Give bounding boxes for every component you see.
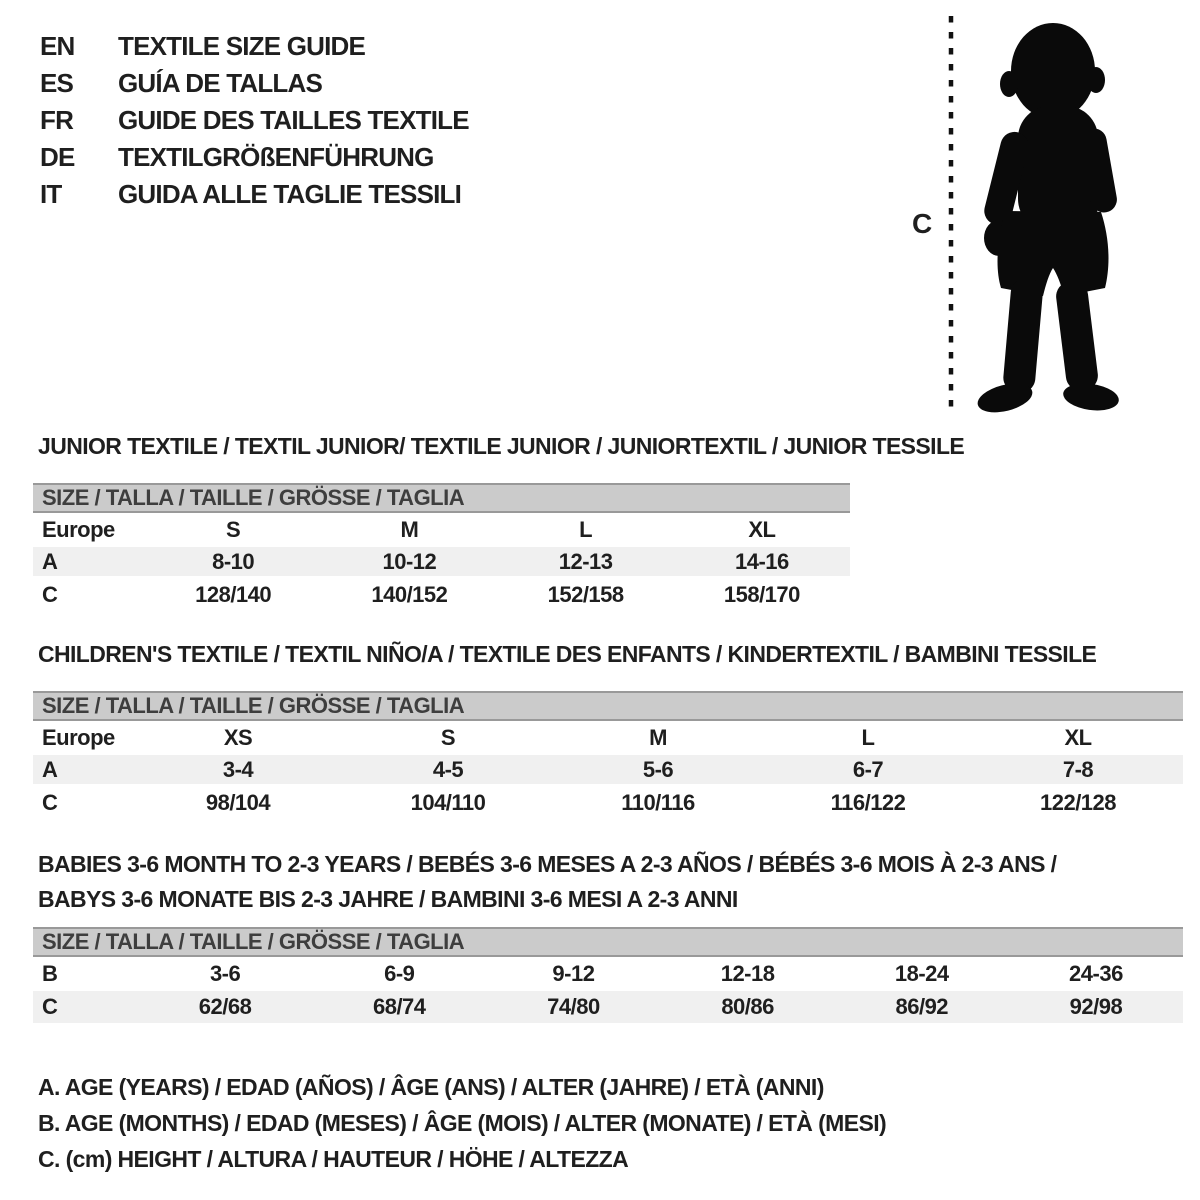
height-cell: 86/92 [895, 994, 949, 1019]
height-figure [900, 8, 1155, 423]
lang-row-it [40, 176, 469, 213]
size-cell: S [226, 517, 241, 542]
height-cell: 122/128 [1039, 790, 1117, 815]
age-cell: 14-16 [734, 548, 789, 574]
size-cell: XS [223, 725, 253, 750]
junior-size-table [33, 483, 850, 614]
height-cell: 74/80 [547, 994, 600, 1019]
legend-line-c: C. (cm) HEIGHT / ALTURA / HAUTEUR / HÖHE / ALTEZZA [38, 1145, 629, 1172]
size-header-bar: SIZE / TALLA / TAILLE / GRÖSSE / TAGLIA [33, 691, 1183, 721]
lang-title: TEXTILE SIZE GUIDE [118, 31, 366, 61]
size-cell: M [649, 725, 667, 750]
lang-code: IT [40, 179, 62, 209]
age-cell: 7-8 [1062, 756, 1094, 782]
table-row [33, 721, 1183, 755]
legend-line-a: A. AGE (YEARS) / EDAD (AÑOS) / ÂGE (ANS) / ALTER (JAHRE) / ETÀ (ANNI) [38, 1073, 824, 1100]
legend-line-b: B. AGE (MONTHS) / EDAD (MESES) / ÂGE (MOIS) / ALTER (MONATE) / ETÀ (MESI) [38, 1109, 887, 1136]
legend [38, 1069, 886, 1177]
months-cell: 24-36 [1069, 961, 1123, 986]
children-size-table [33, 691, 1183, 822]
measure-label-c: C [912, 208, 933, 239]
table-row [33, 991, 1183, 1023]
row-label: C [42, 994, 58, 1019]
age-cell: 8-10 [212, 548, 255, 574]
lang-title: GUIDE DES TAILLES TEXTILE [118, 105, 469, 135]
toddler-silhouette-icon [900, 8, 1155, 423]
height-cell: 116/122 [830, 790, 906, 815]
size-cell: XL [748, 517, 776, 542]
lang-title: TEXTILGRÖßENFÜHRUNG [118, 142, 434, 172]
table-row [33, 755, 1183, 784]
size-header-bar: SIZE / TALLA / TAILLE / GRÖSSE / TAGLIA [33, 483, 850, 513]
size-header-bar: SIZE / TALLA / TAILLE / GRÖSSE / TAGLIA [33, 927, 1183, 957]
babies-title-line1: BABIES 3-6 MONTH TO 2-3 YEARS / BEBÉS 3-6 MESES A 2-3 AÑOS / BÉBÉS 3-6 MOIS À 2-3 ANS / [38, 851, 1057, 877]
size-cell: S [440, 725, 456, 750]
babies-section-title [38, 847, 1056, 917]
height-cell: 158/170 [723, 582, 800, 607]
height-cell: 104/110 [410, 790, 486, 815]
lang-code: EN [40, 31, 75, 61]
lang-code: DE [40, 142, 75, 172]
months-cell: 9-12 [552, 961, 595, 986]
size-cell: L [861, 725, 875, 750]
row-label: C [42, 790, 58, 815]
junior-section-title: JUNIOR TEXTILE / TEXTIL JUNIOR/ TEXTILE JUNIOR / JUNIORTEXTIL / JUNIOR TESSILE [38, 433, 965, 459]
height-cell: 92/98 [1069, 994, 1123, 1019]
lang-title: GUÍA DE TALLAS [118, 68, 323, 98]
lang-code: FR [40, 105, 74, 135]
height-cell: 140/152 [371, 582, 448, 607]
lang-row-es [40, 65, 469, 102]
row-label: A [42, 756, 58, 782]
size-cell: M [400, 517, 419, 542]
lang-code: ES [40, 68, 74, 98]
table-row [33, 957, 1183, 991]
months-cell: 3-6 [209, 961, 241, 986]
age-cell: 5-6 [642, 756, 674, 782]
size-cell: XL [1064, 725, 1092, 750]
lang-row-fr [40, 102, 469, 139]
table-row [33, 547, 850, 576]
lang-row-de [40, 139, 469, 176]
lang-row-en [40, 28, 469, 65]
table-row [33, 784, 1183, 822]
months-cell: 6-9 [384, 961, 415, 986]
age-cell: 10-12 [382, 548, 437, 574]
age-cell: 6-7 [852, 756, 884, 782]
babies-size-table [33, 927, 1183, 1023]
age-cell: 4-5 [432, 756, 464, 782]
row-label: Europe [42, 725, 115, 750]
height-cell: 110/116 [621, 790, 695, 815]
height-cell: 80/86 [721, 994, 774, 1019]
lang-title: GUIDA ALLE TAGLIE TESSILI [118, 179, 462, 209]
age-cell: 3-4 [222, 756, 254, 782]
row-label: Europe [42, 517, 115, 542]
height-cell: 68/74 [372, 994, 426, 1019]
babies-title-line2: BABYS 3-6 MONATE BIS 2-3 JAHRE / BAMBINI 3-6 MESI A 2-3 ANNI [38, 886, 738, 912]
table-row [33, 576, 850, 614]
age-cell: 12-13 [558, 548, 613, 574]
size-cell: L [579, 517, 593, 542]
language-title-block [40, 28, 469, 213]
table-row [33, 513, 850, 547]
height-cell: 128/140 [195, 582, 272, 607]
row-label: B [42, 961, 58, 986]
months-cell: 18-24 [894, 961, 949, 986]
height-cell: 152/158 [547, 582, 624, 607]
row-label: C [42, 582, 58, 607]
children-section-title: CHILDREN'S TEXTILE / TEXTIL NIÑO/A / TEXTILE DES ENFANTS / KINDERTEXTIL / BAMBINI TESSILE [38, 641, 1097, 667]
row-label: A [42, 548, 58, 574]
months-cell: 12-18 [720, 961, 775, 986]
height-cell: 98/104 [205, 790, 271, 815]
height-cell: 62/68 [198, 994, 252, 1019]
